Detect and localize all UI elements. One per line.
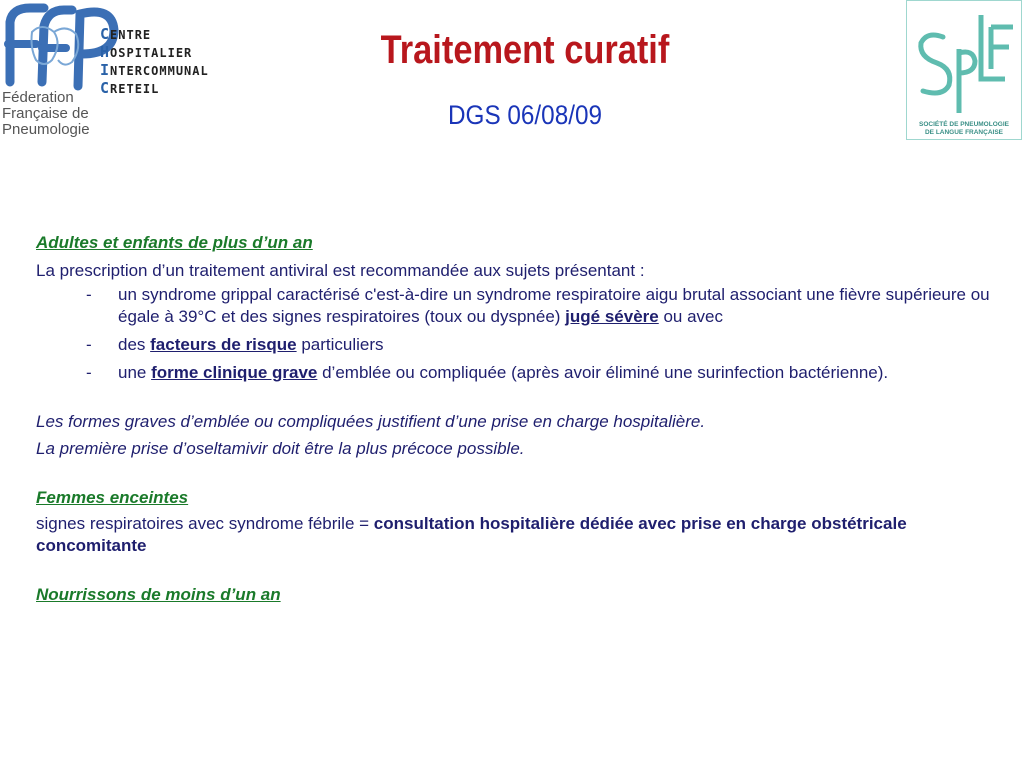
- spacer: [36, 460, 996, 487]
- section-heading-infants: Nourrissons de moins d’un an: [36, 585, 281, 604]
- splf-caption: SOCIÉTÉ DE PNEUMOLOGIE DE LANGUE FRANÇAISE: [919, 121, 1009, 136]
- slide-title: Traitement curatif: [380, 28, 670, 72]
- list-item: - une forme clinique grave d’emblée ou compliquée (après avoir éliminé une surinfection bactérienne).: [86, 363, 889, 382]
- note-line: La première prise d’oseltamivir doit être la plus précoce possible.: [36, 439, 525, 458]
- splf-logo: [906, 0, 1022, 140]
- slide-content: [36, 232, 996, 606]
- splf-logo-graphic: [913, 9, 1017, 117]
- chic-line: INTERCOMMUNAL: [100, 61, 209, 79]
- list-item: - un syndrome grippal caractérisé c'est-à-dire un syndrome respiratoire aigu brutal associant une fièvre supérieure ou égale à 39°C et des signes respiratoires (toux ou dyspnée) jugé sévère ou avec: [86, 285, 990, 326]
- emphasis-risk-factors: facteurs de risque: [150, 335, 297, 354]
- emphasis-severe: jugé sévère: [565, 307, 659, 326]
- spacer: [36, 384, 996, 411]
- note-line: Les formes graves d’emblée ou compliquées justifient d’une prise en charge hospitalière.: [36, 412, 706, 431]
- chic-line: HOSPITALIER: [100, 43, 193, 61]
- spacer: [36, 557, 996, 584]
- slide-subtitle: DGS 06/08/09: [447, 100, 603, 130]
- federation-name: Féderation Française de Pneumologie: [2, 89, 90, 138]
- chic-logo-text: [100, 26, 209, 98]
- emphasis-severe-form: forme clinique grave: [151, 363, 318, 382]
- section-heading-adults: Adultes et enfants de plus d’un an: [36, 233, 313, 252]
- section-intro: La prescription d’un traitement antiviral est recommandée aux sujets présentant :: [36, 261, 645, 280]
- criteria-list: [36, 284, 996, 384]
- section-heading-pregnant: Femmes enceintes: [36, 488, 189, 507]
- chic-line: CENTRE: [100, 25, 152, 43]
- chic-line: CRETEIL: [100, 79, 160, 97]
- list-item: - des facteurs de risque particuliers: [86, 335, 384, 354]
- section-text-pregnant: signes respiratoires avec syndrome fébrile = consultation hospitalière dédiée avec prise en charge obstétricale concomitante: [36, 514, 907, 555]
